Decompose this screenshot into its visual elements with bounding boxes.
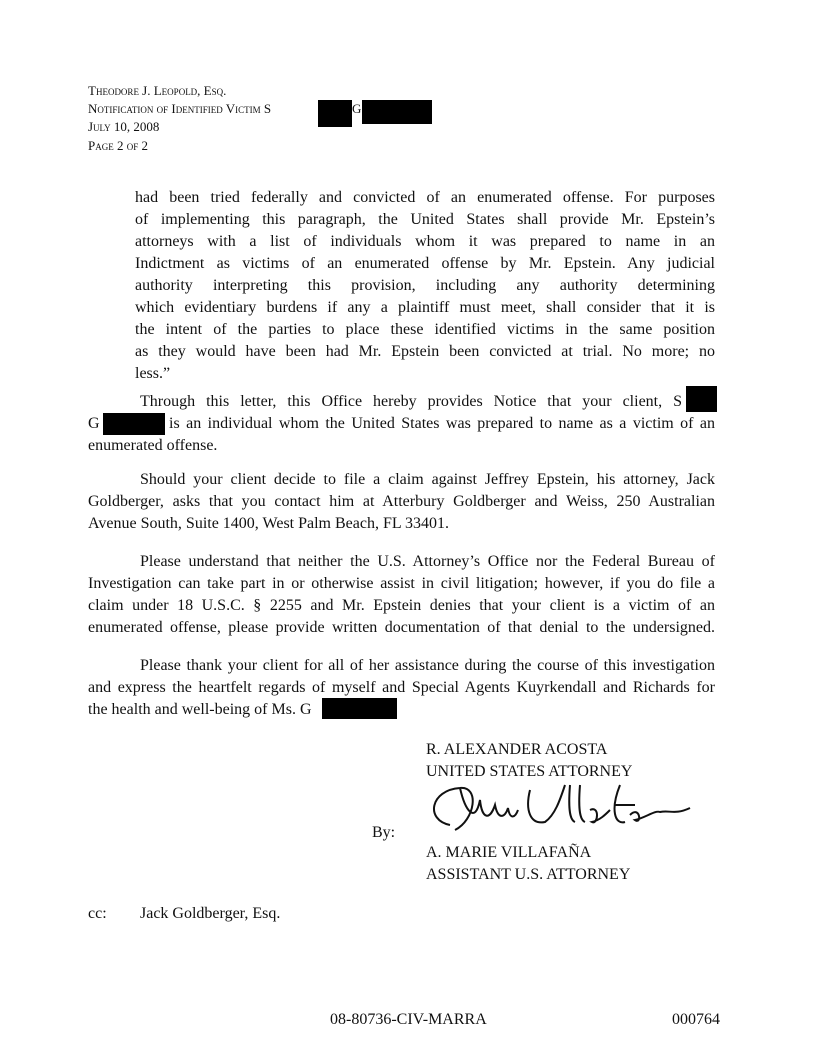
text-line: and express the heartfelt regards of myself and Special Agents Kuyrkendall and Richards for bbox=[88, 679, 715, 696]
text-line: as they would have been had Mr. Epstein been convicted at trial. No more; no bbox=[135, 343, 715, 360]
assistant-name: A. MARIE VILLAFAÑA bbox=[426, 844, 592, 861]
text-line: is an individual whom the United States was prepared to name as a victim of an bbox=[169, 415, 715, 432]
text-line: G bbox=[88, 415, 100, 432]
text-line: the health and well-being of Ms. G bbox=[88, 701, 312, 718]
cc-label: cc: bbox=[88, 905, 107, 922]
handwritten-signature bbox=[420, 780, 700, 850]
text-line: which evidentiary burdens if any a plaintiff must meet, shall consider that it is bbox=[135, 299, 715, 316]
signer-title: UNITED STATES ATTORNEY bbox=[426, 763, 633, 780]
text-line: enumerated offense, please provide written documentation of that denial to the undersigned. bbox=[88, 619, 715, 636]
cc-recipient: Jack Goldberger, Esq. bbox=[140, 905, 281, 922]
header-date: July 10, 2008 bbox=[88, 119, 160, 134]
text-line: Avenue South, Suite 1400, West Palm Beach, FL 33401. bbox=[88, 515, 450, 532]
text-line: enumerated offense. bbox=[88, 437, 218, 454]
text-line: Please understand that neither the U.S. Attorney’s Office nor the Federal Bureau of bbox=[140, 553, 715, 570]
by-label: By: bbox=[372, 824, 396, 841]
redaction-box bbox=[686, 386, 717, 412]
header-addressee: Theodore J. Leopold, Esq. bbox=[88, 83, 227, 98]
header-subject-initial: G bbox=[352, 101, 362, 116]
header-page: Page 2 of 2 bbox=[88, 138, 148, 153]
signer-name: R. ALEXANDER ACOSTA bbox=[426, 741, 608, 758]
text-line: authority interpreting this provision, including any authority determining bbox=[135, 277, 715, 294]
text-line: had been tried federally and convicted of an enumerated offense. For purposes bbox=[135, 189, 715, 206]
bates-number: 000764 bbox=[672, 1011, 720, 1028]
text-line: attorneys with a list of individuals whom it was prepared to name in an bbox=[135, 233, 715, 250]
text-line: claim under 18 U.S.C. § 2255 and Mr. Epstein denies that your client is a victim of an bbox=[88, 597, 715, 614]
redaction-box bbox=[318, 100, 352, 127]
case-number: 08-80736-CIV-MARRA bbox=[330, 1011, 487, 1028]
header-subject: Notification of Identified Victim S bbox=[88, 101, 272, 116]
redaction-box bbox=[322, 698, 397, 719]
text-line: Goldberger, asks that you contact him at Atterbury Goldberger and Weiss, 250 Australian bbox=[88, 493, 715, 510]
redaction-box bbox=[103, 413, 165, 435]
text-line: of implementing this paragraph, the United States shall provide Mr. Epstein’s bbox=[135, 211, 715, 228]
text-line: Please thank your client for all of her assistance during the course of this investigation bbox=[140, 657, 715, 674]
text-line: Indictment as victims of an enumerated offense by Mr. Epstein. Any judicial bbox=[135, 255, 715, 272]
text-line: Should your client decide to file a claim against Jeffrey Epstein, his attorney, Jack bbox=[140, 471, 715, 488]
text-line: Investigation can take part in or otherwise assist in civil litigation; however, if you do file a bbox=[88, 575, 715, 592]
text-line: the intent of the parties to place these identified victims in the same position bbox=[135, 321, 715, 338]
text-line: Through this letter, this Office hereby provides Notice that your client, S bbox=[140, 393, 682, 410]
redaction-box bbox=[362, 100, 432, 124]
assistant-title: ASSISTANT U.S. ATTORNEY bbox=[426, 866, 631, 883]
text-line: less.” bbox=[135, 365, 171, 382]
